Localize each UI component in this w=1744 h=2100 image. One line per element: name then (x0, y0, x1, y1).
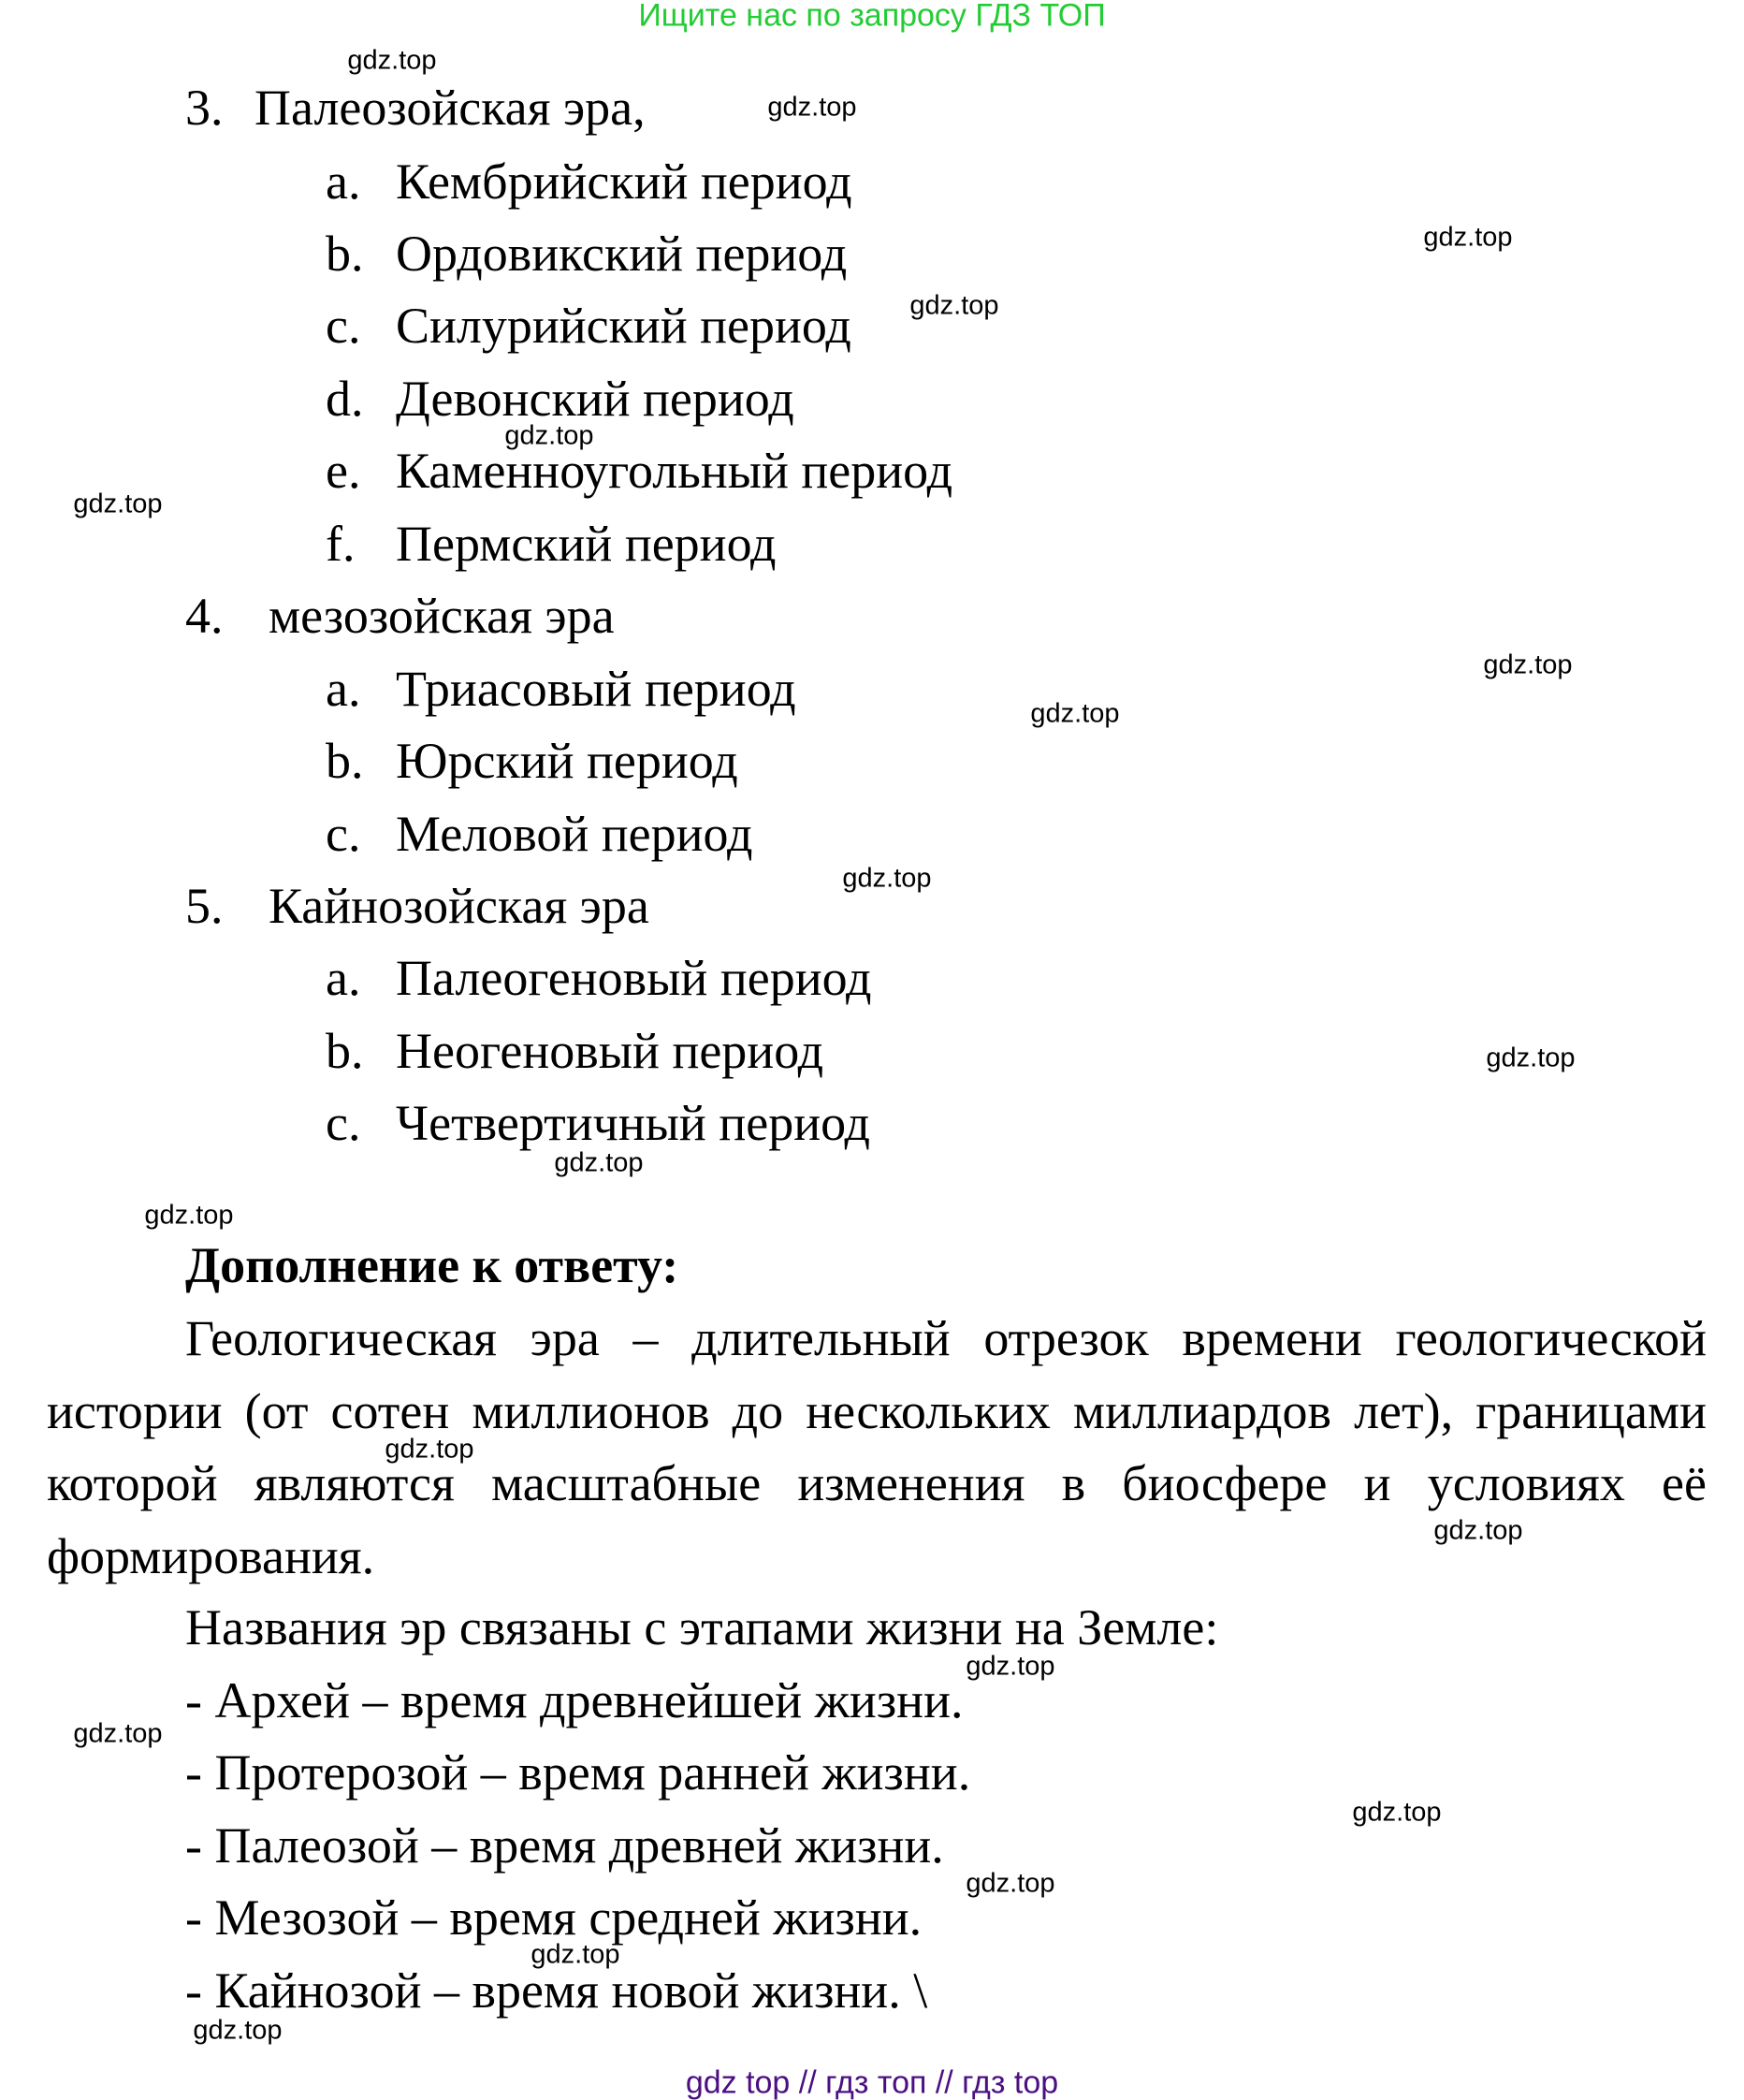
watermark: gdz.top (842, 863, 932, 894)
era-name-item: - Протерозой – время ранней жизни. (185, 1744, 971, 1801)
watermark: gdz.top (193, 2015, 283, 2046)
watermark: gdz.top (554, 1147, 644, 1178)
list-letter: c. (326, 298, 361, 354)
watermark: gdz.top (966, 1651, 1055, 1682)
era-name-item: - Кайнозой – время новой жизни. \ (185, 1962, 928, 2019)
addendum-paragraph: Геологическая эра – длительный отрезок времени геологической истории (от сотен миллионов до нескольких миллиардов лет), границами которой являются масштабные изменения в биосфере и условиях её формирования. (47, 1310, 1707, 1584)
footer-banner[interactable]: gdz top // гдз топ // гдз top (685, 2064, 1059, 2100)
period-item: Юрский период (396, 733, 738, 789)
period-item: Меловой период (396, 806, 753, 862)
list-letter: b. (326, 733, 364, 789)
period-item: Пермский период (396, 516, 777, 572)
list-letter: a. (326, 950, 361, 1006)
watermark: gdz.top (1486, 1043, 1576, 1073)
list-letter: c. (326, 806, 361, 862)
period-item: Кембрийский период (396, 153, 852, 210)
era-title: Кайнозойская эра (269, 878, 649, 934)
watermark: gdz.top (347, 45, 437, 76)
names-intro: Названия эр связаны с этапами жизни на Земле: (185, 1599, 1219, 1655)
era-name-item: - Архей – время древнейшей жизни. (185, 1672, 964, 1728)
watermark: gdz.top (1423, 222, 1513, 253)
list-letter: b. (326, 1023, 364, 1079)
period-item: Ордовикский период (396, 226, 848, 282)
watermark: gdz.top (1433, 1515, 1523, 1546)
period-item: Палеогеновый период (396, 950, 872, 1006)
era-title: мезозойская эра (269, 588, 615, 644)
watermark: gdz.top (909, 290, 999, 321)
watermark: gdz.top (504, 420, 594, 451)
list-number: 3. (185, 80, 224, 136)
period-item: Девонский период (396, 371, 794, 427)
watermark: gdz.top (385, 1434, 474, 1465)
era-name-item: - Мезозой – время средней жизни. (185, 1889, 923, 1946)
era-title: Палеозойская эра, (254, 80, 646, 136)
period-item: Каменноугольный период (396, 443, 953, 499)
watermark: gdz.top (1352, 1797, 1442, 1828)
period-item: Четвертичный период (396, 1095, 871, 1151)
period-item: Триасовый период (396, 661, 796, 717)
list-letter: e. (326, 443, 361, 499)
header-banner[interactable]: Ищите нас по запросу ГДЗ ТОП (638, 0, 1106, 34)
watermark: gdz.top (73, 1718, 163, 1749)
era-name-item: - Палеозой – время древней жизни. (185, 1817, 944, 1874)
watermark: gdz.top (1483, 649, 1573, 680)
list-letter: b. (326, 226, 364, 282)
list-letter: a. (326, 153, 361, 210)
period-item: Неогеновый период (396, 1023, 824, 1079)
list-number: 4. (185, 588, 224, 644)
list-letter: c. (326, 1095, 361, 1151)
watermark: gdz.top (966, 1868, 1055, 1899)
watermark: gdz.top (144, 1200, 234, 1231)
list-letter: d. (326, 371, 364, 427)
list-number: 5. (185, 878, 224, 934)
period-item: Силурийский период (396, 298, 851, 354)
list-letter: f. (326, 516, 356, 572)
watermark: gdz.top (767, 92, 857, 123)
addendum-heading: Дополнение к ответу: (185, 1237, 679, 1293)
watermark: gdz.top (1030, 698, 1120, 729)
watermark: gdz.top (73, 489, 163, 519)
list-letter: a. (326, 661, 361, 717)
watermark: gdz.top (530, 1939, 620, 1970)
